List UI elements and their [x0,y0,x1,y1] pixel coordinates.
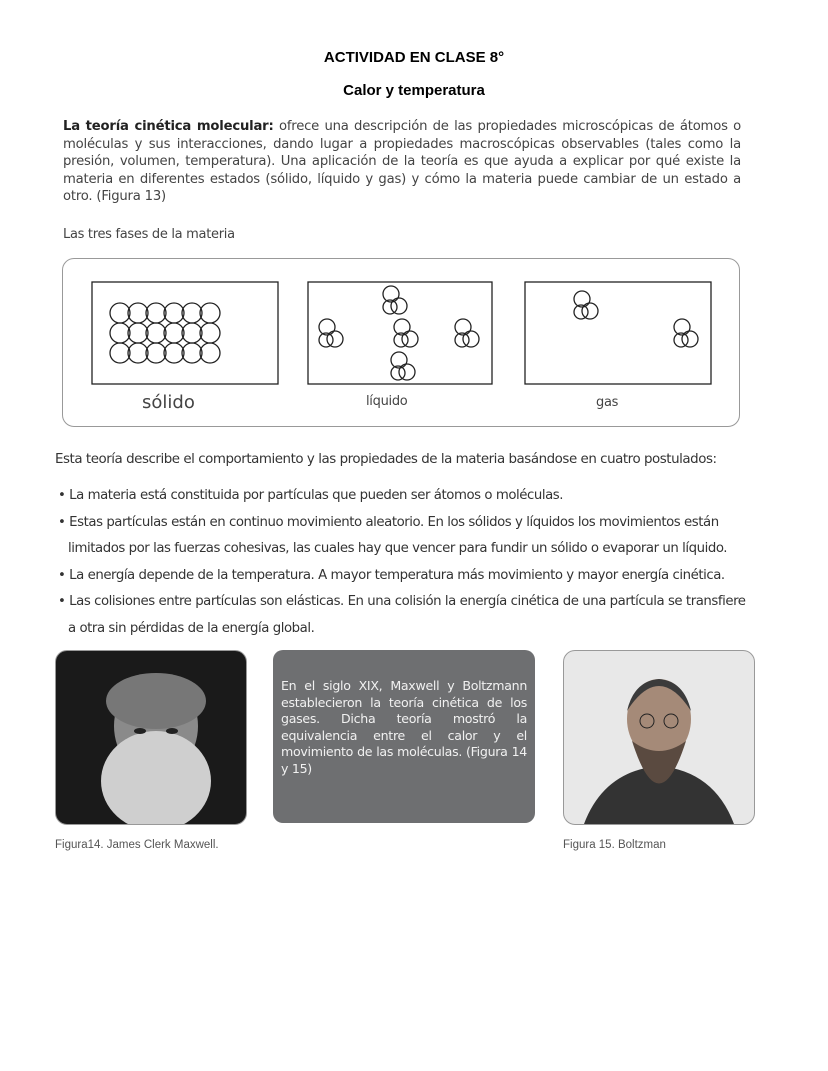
postulate-item: • Estas partículas están en continuo movimiento aleatorio. En los sólidos y líquidos los movimientos están limitados por las fuerzas cohesivas, las cuales hay que vencer para fundir un sólido o evaporar un líquido. [58,514,728,556]
postulate-item: • Las colisiones entre partículas son elásticas. En una colisión la energía cinética de una partícula se transfiere a otra sin pérdidas de la energía global. [58,594,746,636]
solid-particles [110,303,220,363]
history-text: En el siglo XIX, Maxwell y Boltzmann establecieron la teoría cinética de los gases. Dicha teoría mostró la equivalencia entre el calor y el movimiento de las moléculas. (Figura 14 y 15) [281,678,527,776]
page-title: ACTIVIDAD EN CLASE 8° [323,49,505,66]
figure14-caption: Figura14. James Clerk Maxwell. [55,839,219,851]
solid-particle [128,343,148,363]
label-gas: gas [596,395,619,410]
solid-particle [146,323,166,343]
solid-particle [164,343,184,363]
postulates-lead: Esta teoría describe el comportamiento y las propiedades de la materia basándose en cuatro postulados: [55,452,717,467]
solid-box [92,282,278,384]
portrait-image [564,651,754,824]
solid-particle [200,323,220,343]
solid-particle [146,343,166,363]
solid-particle [110,303,130,323]
postulate-item: • La energía depende de la temperatura. A mayor temperatura más movimiento y mayor energía cinética. [58,567,725,583]
molecule-particles [319,286,698,380]
history-box [273,650,535,823]
postulates-list [55,483,755,642]
solid-particle [110,323,130,343]
figure13-caption: Las tres fases de la materia [63,227,235,242]
postulate-item: • La materia está constituida por partículas que pueden ser átomos o moléculas. [58,488,564,503]
solid-particle [182,323,202,343]
solid-particle [164,303,184,323]
solid-particle [110,343,130,363]
maxwell-portrait [55,650,247,825]
intro-term: La teoría cinética molecular: [63,119,274,134]
intro-text: ofrece una descripción de las propiedades microscópicas de átomos o moléculas y sus interacciones, dando lugar a propiedades macroscópicas observables (tales como la presión, volumen, temperatura). Una aplicación de la teoría es que ayuda a explicar por qué existe la materia en diferentes estados (sólido, líquido y gas) y cómo la materia puede cambiar de un estado a otro. (Figura 13) [63,119,741,204]
solid-particle [128,303,148,323]
figure15-caption: Figura 15. Boltzman [563,839,666,851]
phases-diagram [0,0,828,440]
solid-particle [146,303,166,323]
solid-particle [200,303,220,323]
label-solid: sólido [142,392,195,413]
portrait-image [56,651,246,824]
page-subtitle: Calor y temperatura [343,82,485,99]
solid-particle [128,323,148,343]
boltzmann-portrait [563,650,755,825]
solid-particle [182,343,202,363]
solid-particle [200,343,220,363]
solid-particle [164,323,184,343]
solid-particle [182,303,202,323]
label-liquid: líquido [366,394,408,409]
